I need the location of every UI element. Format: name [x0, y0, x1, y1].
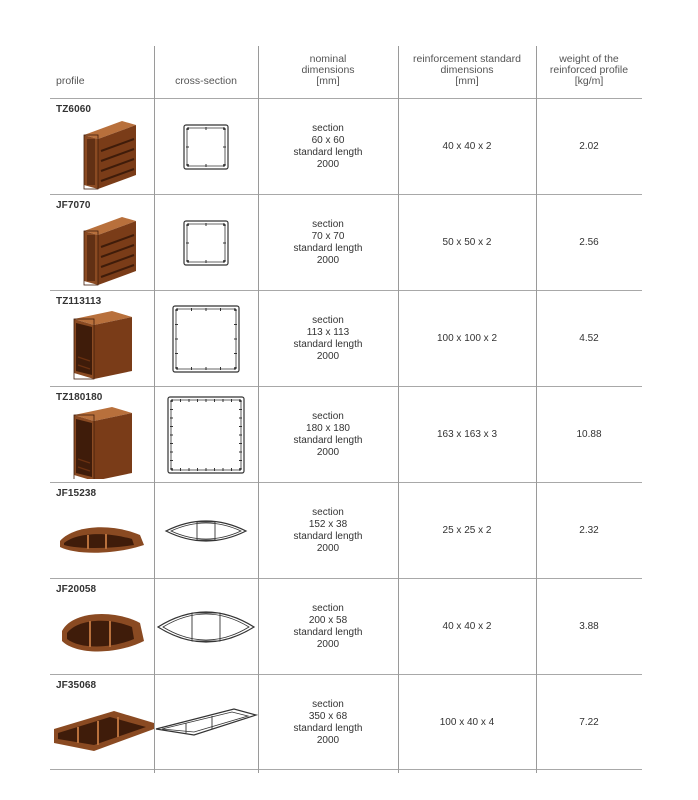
weight-cell: 10.88 [576, 428, 602, 440]
column-divider [536, 46, 537, 773]
header-weight-line2: reinforced profile [549, 64, 629, 76]
table-row [50, 674, 642, 770]
standard-length-label: standard length [293, 722, 363, 734]
standard-length-label: standard length [293, 242, 363, 254]
section-label: section [312, 410, 344, 422]
profile-code: TZ113113 [56, 296, 102, 307]
profile-photo-icon [54, 213, 154, 287]
reinforcement-cell: 100 x 40 x 4 [439, 716, 495, 728]
section-value: 70 x 70 [311, 230, 345, 242]
cross-section-drawing-icon [154, 583, 258, 671]
standard-length-value: 2000 [316, 350, 340, 362]
section-label: section [312, 506, 344, 518]
profile-code: JF15238 [56, 488, 97, 499]
section-value: 200 x 58 [308, 614, 348, 626]
header-reinforcement-line3: [mm] [455, 75, 479, 87]
profile-code: TZ180180 [56, 392, 103, 403]
cross-section-drawing-icon [154, 679, 258, 767]
section-value: 113 x 113 [306, 326, 350, 338]
table-row [50, 578, 642, 674]
cross-section-drawing-icon [154, 487, 258, 575]
profile-code: TZ6060 [56, 104, 92, 115]
standard-length-value: 2000 [316, 446, 340, 458]
section-label: section [312, 314, 344, 326]
column-divider [258, 46, 259, 773]
header-weight [536, 46, 642, 98]
section-label: section [312, 698, 344, 710]
weight-cell: 7.22 [579, 716, 599, 728]
reinforcement-cell: 163 x 163 x 3 [436, 428, 498, 440]
weight-cell: 2.56 [579, 236, 599, 248]
standard-length-value: 2000 [316, 542, 340, 554]
nominal-dimensions-cell [258, 291, 398, 386]
profile-photo-icon [54, 693, 154, 767]
section-label: section [312, 602, 344, 614]
table-row [50, 482, 642, 578]
nominal-dimensions-cell [258, 579, 398, 674]
header-nominal-dimensions [258, 46, 398, 98]
standard-length-label: standard length [293, 338, 363, 350]
weight-cell: 2.32 [579, 524, 599, 536]
reinforcement-cell: 40 x 40 x 2 [442, 620, 492, 632]
profile-code: JF35068 [56, 680, 97, 691]
header-cross-section: cross-section [175, 75, 237, 87]
profile-table [50, 46, 642, 770]
reinforcement-cell: 40 x 40 x 2 [442, 140, 492, 152]
profile-photo-icon [54, 309, 154, 383]
header-reinforcement-line2: dimensions [440, 64, 494, 76]
weight-cell: 3.88 [579, 620, 599, 632]
standard-length-label: standard length [293, 530, 363, 542]
header-nominal-line2: dimensions [301, 64, 355, 76]
table-row [50, 194, 642, 290]
profile-code: JF20058 [56, 584, 97, 595]
section-value: 180 x 180 [306, 422, 350, 434]
nominal-dimensions-cell [258, 99, 398, 194]
profile-photo-icon [54, 597, 154, 671]
standard-length-label: standard length [293, 626, 363, 638]
header-weight-line1: weight of the [559, 53, 619, 65]
profile-photo-icon [54, 501, 154, 575]
profile-photo-icon [54, 405, 154, 479]
nominal-dimensions-cell [258, 387, 398, 482]
weight-cell: 4.52 [579, 332, 599, 344]
reinforcement-cell: 50 x 50 x 2 [442, 236, 492, 248]
nominal-dimensions-cell [258, 675, 398, 770]
nominal-dimensions-cell [258, 483, 398, 578]
cross-section-drawing-icon [154, 391, 258, 479]
section-label: section [312, 218, 344, 230]
standard-length-value: 2000 [316, 638, 340, 650]
cross-section-drawing-icon [154, 199, 258, 287]
table-row [50, 290, 642, 386]
column-divider [154, 46, 155, 773]
section-value: 60 x 60 [311, 134, 345, 146]
reinforcement-cell: 100 x 100 x 2 [436, 332, 498, 344]
weight-cell: 2.02 [579, 140, 599, 152]
column-divider [398, 46, 399, 773]
header-profile: profile [56, 75, 85, 87]
standard-length-label: standard length [293, 146, 363, 158]
standard-length-value: 2000 [316, 158, 340, 170]
header-reinforcement-line1: reinforcement standard [413, 53, 521, 65]
header-reinforcement-dimensions [398, 46, 536, 98]
table-row [50, 98, 642, 194]
header-nominal-line1: nominal [309, 53, 347, 65]
section-label: section [312, 122, 344, 134]
reinforcement-cell: 25 x 25 x 2 [442, 524, 492, 536]
cross-section-drawing-icon [154, 103, 258, 191]
nominal-dimensions-cell [258, 195, 398, 290]
profile-photo-icon [54, 117, 154, 191]
table-header [50, 46, 642, 98]
header-weight-line3: [kg/m] [574, 75, 604, 87]
section-value: 350 x 68 [308, 710, 348, 722]
profile-code: JF7070 [56, 200, 91, 211]
table-body [50, 98, 642, 770]
standard-length-label: standard length [293, 434, 363, 446]
table-row [50, 386, 642, 482]
cross-section-drawing-icon [154, 295, 258, 383]
standard-length-value: 2000 [316, 734, 340, 746]
standard-length-value: 2000 [316, 254, 340, 266]
header-nominal-line3: [mm] [316, 75, 340, 87]
section-value: 152 x 38 [308, 518, 348, 530]
